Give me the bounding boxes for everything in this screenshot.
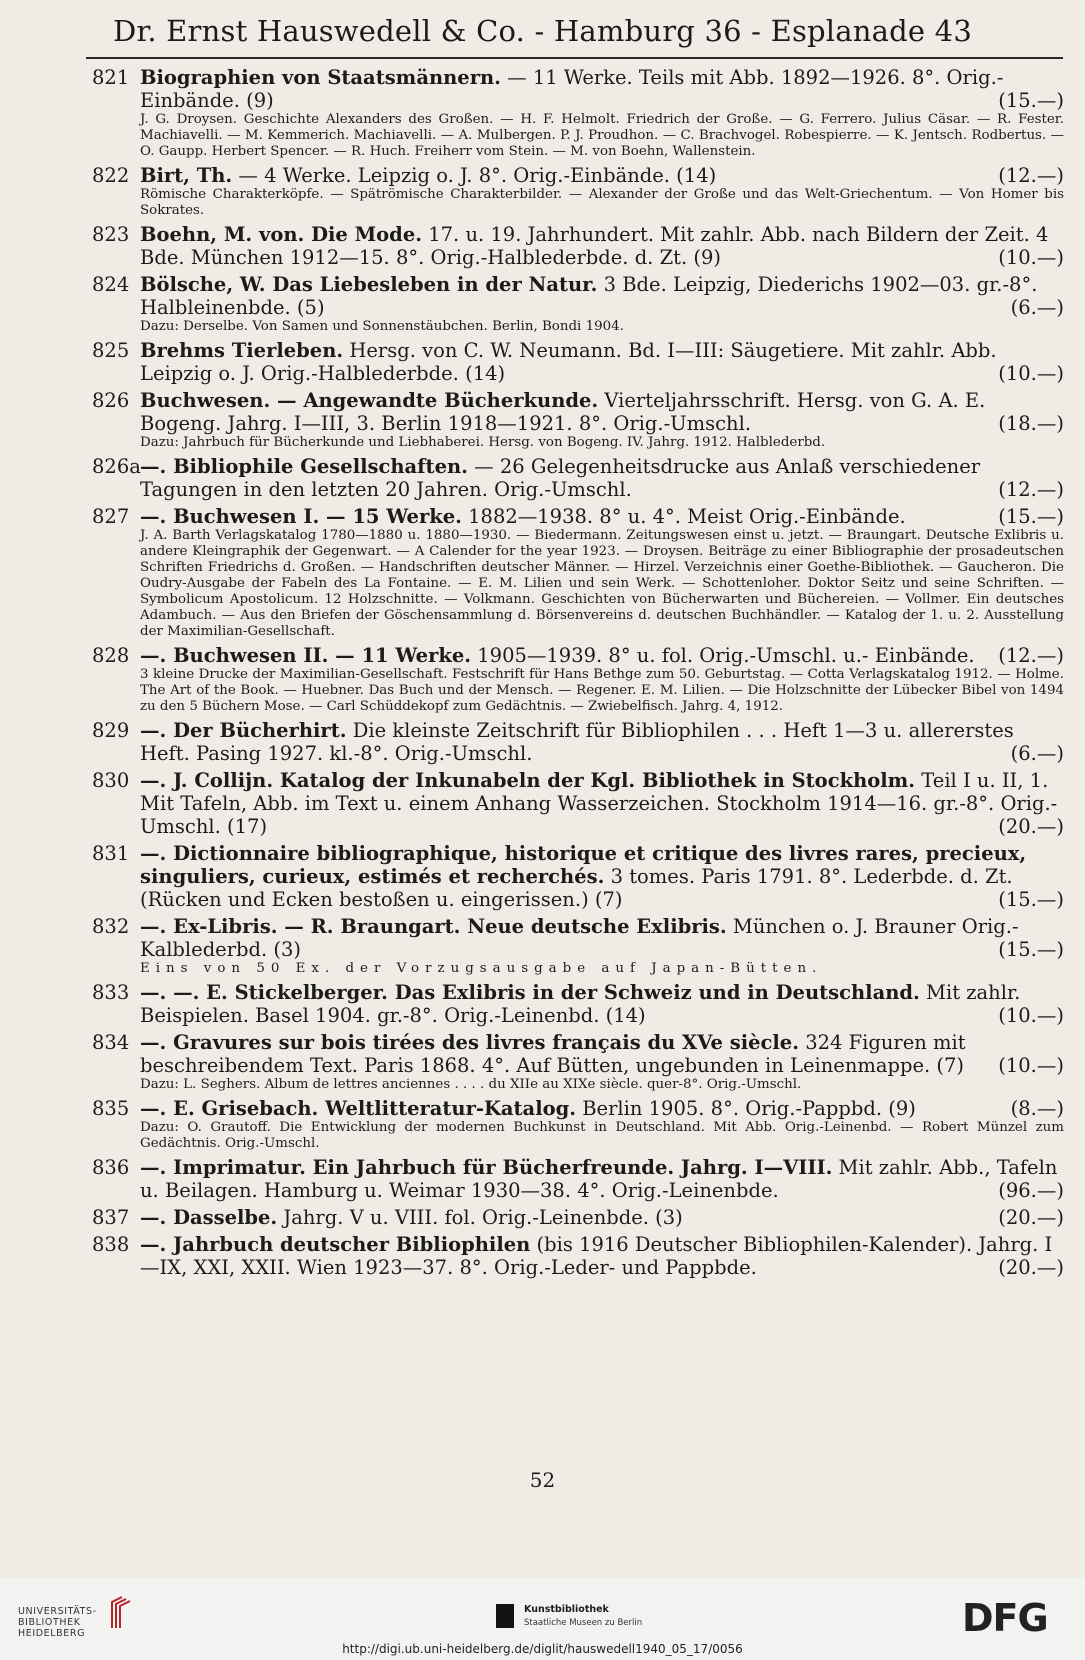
entry-description: — 4 Werke. Leipzig o. J. 8°. Orig.-Einbände. (14) [232, 164, 717, 187]
entry-title: —. —. E. Stickelberger. Das Exlibris in der Schweiz und in Deutschland. [140, 981, 920, 1004]
entry-price: (10.—) [998, 246, 1064, 269]
entry-price: (10.—) [998, 362, 1064, 385]
entry-number: 832 [92, 915, 130, 938]
entry-main [140, 455, 1064, 501]
entry-title: Boehn, M. von. Die Mode. [140, 223, 423, 246]
catalog-entry [92, 1097, 1064, 1152]
header-rule [86, 57, 1063, 59]
entry-note: 3 kleine Drucke der Maximilian-Gesellschaft. Festschrift für Hans Bethge zum 50. Geburtstag. — Cotta Verlagskatalog 1912. — Holme. The Art of the Book. — Huebner. Das Buch und der Mensch. — Regener. E. M. Lilien. — Die Holzschnitte der Lübecker Bibel von 1494 zu den 5 Büchern Mose. — Carl Schüddekopf zum Gedächtnis. — Zwiebelfisch. Jahrg. 4, 1912. [140, 667, 1064, 714]
entry-title: —. Buchwesen I. — 15 Werke. [140, 505, 462, 528]
entry-note: J. G. Droysen. Geschichte Alexanders des Großen. — H. F. Helmolt. Friedrich der Große. — G. Ferrero. Julius Cäsar. — R. Fester. Machiavelli. — M. Kemmerich. Machiavelli. — A. Mulbergen. P. J. Proudhon. — C. Brachvogel. Robespierre. — K. Jentsch. Rodbertus. — O. Gaupp. Herbert Spencer. — R. Huch. Freiherr vom Stein. — M. von Boehn, Wallenstein. [140, 112, 1064, 159]
entry-number: 831 [92, 842, 130, 865]
dfg-logo[interactable]: DFG [962, 1596, 1048, 1640]
entry-description: (bis 1916 Deutscher Bibliophilen-Kalender). Jahrg. I—IX, XXI, XXII. Wien 1923—37. 8°. Orig.-Leder- und Pappbde. [140, 1233, 1053, 1279]
entry-title: —. Gravures sur bois tirées des livres français du XVe siècle. [140, 1031, 799, 1054]
entry-title: Bölsche, W. Das Liebesleben in der Natur. [140, 273, 598, 296]
page-number: 52 [529, 1468, 556, 1492]
entry-main [140, 842, 1064, 911]
catalog-entry [92, 66, 1064, 160]
entry-number: 828 [92, 644, 130, 667]
entry-price: (12.—) [998, 644, 1064, 667]
entry-number: 824 [92, 273, 130, 296]
entry-number: 826 [92, 389, 130, 412]
entry-price: (15.—) [998, 89, 1064, 112]
entry-main [140, 164, 1064, 187]
catalog-entry [92, 1233, 1064, 1279]
entry-main [140, 644, 1064, 667]
entry-price: (8.—) [1010, 1097, 1064, 1120]
entry-price: (96.—) [998, 1179, 1064, 1202]
entry-price: (20.—) [998, 815, 1064, 838]
entry-description: Jahrg. V u. VIII. fol. Orig.-Leinenbde. (3) [277, 1206, 683, 1229]
entry-title: —. Dasselbe. [140, 1206, 278, 1229]
entry-note: Dazu: O. Grautoff. Die Entwicklung der modernen Buchkunst in Deutschland. Mit Abb. Orig.-Leinenbd. — Robert Münzel zum Gedächtnis. Orig.-Umschl. [140, 1120, 1064, 1151]
entry-title: —. Dictionnaire bibliographique, historique et critique des livres rares, precieux, singuliers, curieux, estimés et recherchés. [140, 842, 1027, 888]
entry-main [140, 1206, 1064, 1229]
kb-subtitle: Staatliche Museen zu Berlin [524, 1618, 643, 1628]
entry-main [140, 915, 1064, 961]
entry-number: 829 [92, 719, 130, 742]
entry-description: 1905—1939. 8° u. fol. Orig.-Umschl. u.- Einbände. [471, 644, 975, 667]
page-header: Dr. Ernst Hauswedell & Co. - Hamburg 36 - Esplanade 43 [113, 14, 972, 48]
entry-description: Vierteljahrsschrift. Hersg. von G. A. E. Bogeng. Jahrg. I—III, 3. Berlin 1918—1921. 8°. Orig.-Umschl. [140, 389, 986, 435]
entry-description: 3 Bde. Leipzig, Diederichs 1902—03. gr.-8°. Halbleinenbde. (5) [140, 273, 1038, 319]
entry-description: — 26 Gelegenheitsdrucke aus Anlaß verschiedener Tagungen in den letzten 20 Jahren. Orig.-Umschl. [140, 455, 981, 501]
entry-number: 825 [92, 339, 130, 362]
entry-description: 324 Figuren mit beschreibendem Text. Paris 1868. 4°. Auf Bütten, ungebunden in Leinenmappe. (7) [140, 1031, 966, 1077]
entry-number: 837 [92, 1206, 130, 1229]
entry-main [140, 223, 1064, 269]
entry-title: —. Buchwesen II. — 11 Werke. [140, 644, 472, 667]
entry-price: (10.—) [998, 1054, 1064, 1077]
entry-note: J. A. Barth Verlagskatalog 1780—1880 u. 1880—1930. — Biedermann. Zeitungswesen einst u. jetzt. — Braungart. Deutsche Exlibris u. andere Kleingraphik der Gegenwart. — A Calender for the year 1923. — Droysen. Beiträge zu einer Bibliographie der prosadeutschen Schriften Friedrichs d. Großen. — Handschriften deutscher Männer. — Hirzel. Verzeichnis einer Goethe-Bibliothek. — Gaucheron. Die Oudry-Ausgabe der Fabeln des La Fontaine. — E. M. Lilien und sein Werk. — Schottenloher. Doktor Seitz und seine Schriften. — Symbolicum Apostolicum. 12 Holzschnitte. — Volkmann. Geschichten von Bücherwarten und Büchereien. — Vollmer. Ein deutsches Adambuch. — Aus den Briefen der Göschensammlung d. Börsenvereins d. deutschen Buchhändler. — Katalog der 1. u. 2. Ausstellung der Maximilian-Gesellschaft. [140, 528, 1064, 639]
catalog-entry [92, 223, 1064, 269]
entry-description: München o. J. Brauner Orig.-Kalblederbd. (3) [140, 915, 1019, 961]
entry-title: —. J. Collijn. Katalog der Inkunabeln der Kgl. Bibliothek in Stockholm. [140, 769, 916, 792]
footer-bar [0, 1578, 1085, 1660]
entry-title: —. Bibliophile Gesellschaften. [140, 455, 468, 478]
entry-description: 3 tomes. Paris 1791. 8°. Lederbde. d. Zt. (Rücken und Ecken bestoßen u. eingerissen.) (7) [140, 865, 1013, 911]
entry-price: (20.—) [998, 1206, 1064, 1229]
entry-description: Mit zahlr. Beispielen. Basel 1904. gr.-8°. Orig.-Leinenbd. (14) [140, 981, 1021, 1027]
catalog-entry [92, 644, 1064, 715]
entry-main [140, 339, 1064, 385]
entry-price: (15.—) [998, 505, 1064, 528]
catalog-entry [92, 842, 1064, 911]
entry-price: (20.—) [998, 1256, 1064, 1279]
entry-title: Buchwesen. — Angewandte Bücherkunde. [140, 389, 599, 412]
entry-price: (6.—) [1010, 296, 1064, 319]
uni-line-3: HEIDELBERG [18, 1628, 86, 1639]
kunstbibliothek-icon [496, 1604, 514, 1628]
catalog-entry [92, 915, 1064, 977]
catalog-entry [92, 1031, 1064, 1093]
heidelberg-logo-icon [108, 1594, 134, 1632]
catalog-entry [92, 505, 1064, 640]
entry-description: 1882—1938. 8° u. 4°. Meist Orig.-Einbände. [461, 505, 906, 528]
kb-title: Kunstbibliothek [524, 1604, 609, 1615]
catalog-entry [92, 273, 1064, 335]
entry-title: Brehms Tierleben. [140, 339, 344, 362]
entry-number: 836 [92, 1156, 130, 1179]
entry-list [92, 66, 1064, 1283]
entry-description: Teil I u. II, 1. Mit Tafeln, Abb. im Text u. einem Anhang Wasserzeichen. Stockholm 1914—16. gr.-8°. Orig.-Umschl. (17) [140, 769, 1058, 838]
source-url[interactable]: http://digi.ub.uni-heidelberg.de/diglit/hauswedell1940_05_17/0056 [342, 1642, 743, 1656]
entry-description: Hersg. von C. W. Neumann. Bd. I—III: Säugetiere. Mit zahlr. Abb. Leipzig o. J. Orig.-Halblederbde. (14) [140, 339, 997, 385]
entry-main [140, 1156, 1064, 1202]
entry-description: Die kleinste Zeitschrift für Bibliophilen . . . Heft 1—3 u. allererstes Heft. Pasing 1927. kl.-8°. Orig.-Umschl. [140, 719, 1014, 765]
entry-number: 830 [92, 769, 130, 792]
entry-title: —. Jahrbuch deutscher Bibliophilen [140, 1233, 531, 1256]
catalog-entry [92, 719, 1064, 765]
university-library-logo[interactable] [18, 1606, 97, 1639]
entry-description: Berlin 1905. 8°. Orig.-Pappbd. (9) [576, 1097, 916, 1120]
entry-number: 822 [92, 164, 130, 187]
entry-main [140, 1097, 1064, 1120]
entry-title: —. E. Grisebach. Weltlitteratur-Katalog. [140, 1097, 577, 1120]
entry-note: Dazu: Jahrbuch für Bücherkunde und Liebhaberei. Hersg. von Bogeng. IV. Jahrg. 1912. Halblederbd. [140, 435, 826, 450]
entry-note: Dazu: L. Seghers. Album de lettres anciennes . . . . du XIIe au XIXe siècle. quer-8°. Orig.-Umschl. [140, 1077, 802, 1092]
entry-price: (10.—) [998, 1004, 1064, 1027]
entry-title: —. Der Bücherhirt. [140, 719, 347, 742]
catalog-entry [92, 1206, 1064, 1229]
entry-title: Birt, Th. [140, 164, 233, 187]
entry-number: 826a [92, 455, 141, 478]
catalog-entry [92, 981, 1064, 1027]
entry-number: 821 [92, 66, 130, 89]
entry-number: 827 [92, 505, 130, 528]
entry-price: (12.—) [998, 478, 1064, 501]
entry-price: (15.—) [998, 938, 1064, 961]
entry-number: 835 [92, 1097, 130, 1120]
entry-title: —. Imprimatur. Ein Jahrbuch für Bücherfreunde. Jahrg. I—VIII. [140, 1156, 833, 1179]
entry-main [140, 273, 1064, 319]
uni-line-1: UNIVERSITÄTS- [18, 1606, 97, 1617]
catalog-entry [92, 1156, 1064, 1202]
entry-price: (15.—) [998, 888, 1064, 911]
entry-main [140, 389, 1064, 435]
catalog-entry [92, 769, 1064, 838]
entry-price: (18.—) [998, 412, 1064, 435]
entry-main [140, 66, 1064, 112]
entry-number: 833 [92, 981, 130, 1004]
entry-main [140, 1233, 1064, 1279]
entry-main [140, 1031, 1064, 1077]
entry-price: (12.—) [998, 164, 1064, 187]
catalog-entry [92, 389, 1064, 451]
entry-number: 834 [92, 1031, 130, 1054]
entry-number: 823 [92, 223, 130, 246]
catalog-entry [92, 455, 1064, 501]
entry-price: (6.—) [1010, 742, 1064, 765]
entry-description: Mit zahlr. Abb., Tafeln u. Beilagen. Hamburg u. Weimar 1930—38. 4°. Orig.-Leinenbde. [140, 1156, 1058, 1202]
entry-note: Dazu: Derselbe. Von Samen und Sonnenstäubchen. Berlin, Bondi 1904. [140, 319, 624, 334]
catalog-entry [92, 339, 1064, 385]
entry-main [140, 769, 1064, 838]
uni-line-2: BIBLIOTHEK [18, 1617, 81, 1628]
entry-description: — 11 Werke. Teils mit Abb. 1892—1926. 8°. Orig.-Einbände. (9) [140, 66, 1004, 112]
entry-main [140, 719, 1064, 765]
catalog-entry [92, 164, 1064, 219]
entry-main [140, 505, 1064, 528]
entry-note: Eins von 50 Ex. der Vorzugsausgabe auf Japan-Bütten. [140, 961, 823, 976]
entry-title: Biographien von Staatsmännern. [140, 66, 501, 89]
entry-title: —. Ex-Libris. — R. Braungart. Neue deutsche Exlibris. [140, 915, 727, 938]
entry-description: 17. u. 19. Jahrhundert. Mit zahlr. Abb. nach Bildern der Zeit. 4 Bde. München 1912—15. 8°. Orig.-Halblederbde. d. Zt. (9) [140, 223, 1049, 269]
entry-number: 838 [92, 1233, 130, 1256]
entry-note: Römische Charakterköpfe. — Spätrömische Charakterbilder. — Alexander der Große und das Welt-Griechentum. — Von Homer bis Sokrates. [140, 187, 1064, 218]
entry-main [140, 981, 1064, 1027]
